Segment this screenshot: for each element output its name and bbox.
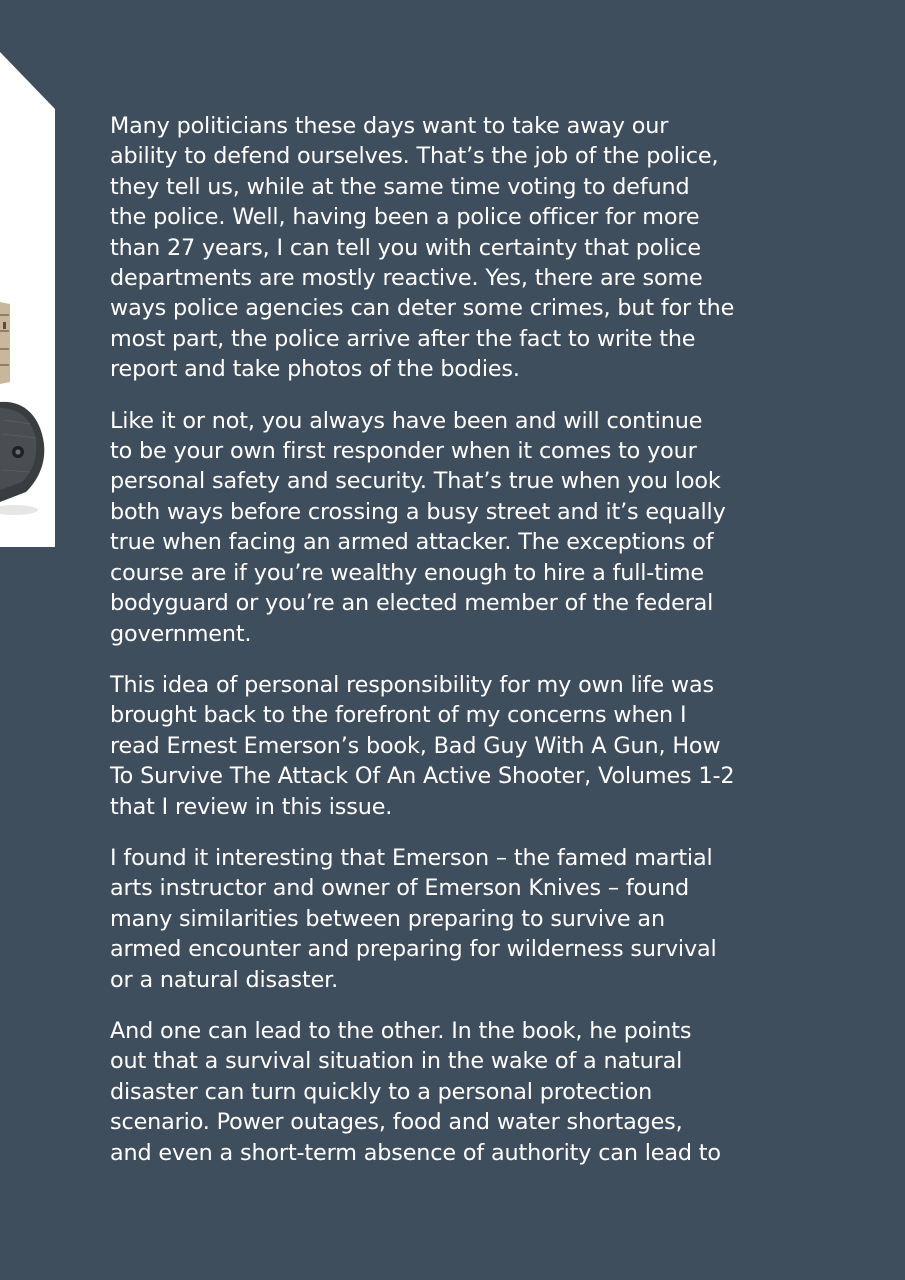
text-line: and even a short-term absence of authority can lead to: [110, 1139, 721, 1166]
text-line: they tell us, while at the same time voting to defund: [110, 173, 690, 200]
text-line: armed encounter and preparing for wilderness survival: [110, 936, 717, 963]
text-line: than 27 years, I can tell you with certainty that police: [110, 234, 701, 261]
text-line: Like it or not, you always have been and will continue: [110, 407, 703, 434]
text-line: read Ernest Emerson’s book, Bad Guy With A Gun, How: [110, 732, 721, 759]
text-line: many similarities between preparing to survive an: [110, 905, 665, 932]
text-line: I found it interesting that Emerson – the famed martial: [110, 844, 713, 871]
paragraph-3: [110, 670, 810, 822]
text-line: departments are mostly reactive. Yes, there are some: [110, 265, 703, 292]
paragraph-1: [110, 111, 810, 385]
text-line: And one can lead to the other. In the book, he points: [110, 1017, 692, 1044]
text-line: that I review in this issue.: [110, 793, 393, 820]
text-line: ability to defend ourselves. That’s the job of the police,: [110, 143, 719, 170]
text-line: out that a survival situation in the wake of a natural: [110, 1048, 683, 1075]
paragraph-5: [110, 1016, 810, 1168]
knife-handle-tan: [0, 302, 10, 384]
text-line: most part, the police arrive after the fact to write the: [110, 325, 696, 352]
text-line: To Survive The Attack Of An Active Shooter, Volumes 1-2: [110, 763, 735, 790]
text-line: course are if you’re wealthy enough to hire a full-time: [110, 559, 704, 586]
knife-product-image: [0, 52, 55, 547]
text-line: to be your own first responder when it comes to your: [110, 438, 697, 465]
text-line: or a natural disaster.: [110, 966, 339, 993]
text-line: report and take photos of the bodies.: [110, 356, 520, 383]
text-line: Many politicians these days want to take away our: [110, 113, 669, 139]
text-line: true when facing an armed attacker. The exceptions of: [110, 529, 714, 556]
text-line: ways police agencies can deter some crimes, but for the: [110, 295, 735, 322]
paragraph-2: [110, 406, 810, 649]
text-line: government.: [110, 620, 252, 647]
text-line: disaster can turn quickly to a personal protection: [110, 1078, 653, 1105]
text-line: personal safety and security. That’s true when you look: [110, 468, 721, 495]
text-line: bodyguard or you’re an elected member of the federal: [110, 590, 714, 617]
text-line: This idea of personal responsibility for my own life was: [110, 671, 714, 698]
text-line: both ways before crossing a busy street and it’s equally: [110, 498, 726, 525]
text-line: scenario. Power outages, food and water shortages,: [110, 1109, 683, 1136]
text-line: brought back to the forefront of my concerns when I: [110, 702, 687, 729]
paragraph-4: [110, 843, 810, 995]
product-photo-panel: [0, 52, 55, 547]
article-body: [110, 111, 810, 1189]
text-line: arts instructor and owner of Emerson Knives – found: [110, 875, 689, 902]
text-line: the police. Well, having been a police officer for more: [110, 204, 700, 231]
